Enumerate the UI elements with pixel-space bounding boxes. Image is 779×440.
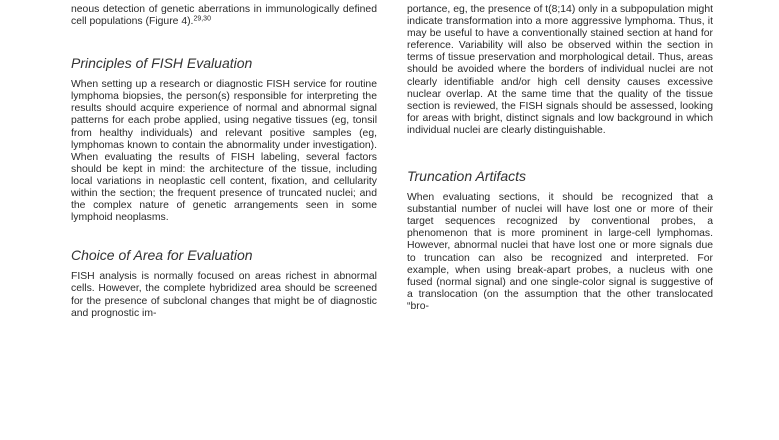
section-heading-truncation-artifacts: Truncation Artifacts	[407, 168, 527, 185]
intro-paragraph-right: portance, eg, the presence of t(8;14) only in a subpopulation might indicate transformation into a more aggressive lymphoma. Thus, it may be useful to have a conventionally stained section at hand for reference. Variability will also be observed within the section in terms of tissue preservation and morphological detail. Thus, areas should be avoided where the borders of individual nuclei are not clearly identifiable and/or high cell density causes excessive nuclear overlap. At the same time that the quality of the tissue section is reviewed, the FISH signals should be assessed, looking for areas with bright, distinct signals and low background in which individual nuclei are clearly distinguishable.	[407, 4, 713, 136]
principles-paragraph: When setting up a research or diagnostic FISH service for routine lymphoma biopsies, the person(s) responsible for interpreting the results should acquire experience of normal and abnormal signal patterns for each probe applied, using negative tissues (eg, tonsil from healthy individuals) and relevant positive samples (eg, lymphomas known to contain the abnormality under investigation). When evaluating the results of FISH labeling, several factors should be kept in mind: the architecture of the tissue, including local variations in neoplastic cell content, fixation, and cellularity within the section; the frequent presence of truncated nuclei; and the complex nature of genetic arrangements seen in some lymphoid neoplasms.	[71, 79, 377, 224]
section-heading-principles: Principles of FISH Evaluation	[71, 55, 253, 72]
truncation-paragraph: When evaluating sections, it should be recognized that a substantial number of nuclei will have lost one or more of their target sequences recognized by conventional probes, a phenomenon that is more prominent in large-cell lymphomas. However, abnormal nuclei that have lost one or more signals due to truncation can also be recognized and interpreted. For example, when using break-apart probes, a nucleus with one fused (normal signal) and one single-color signal is suggestive of a translocation (on the assumption that the other translocated “bro-	[407, 192, 713, 312]
choice-paragraph: FISH analysis is normally focused on areas richest in abnormal cells. However, the complete hybridized area should be screened for the presence of subclonal changes that might be of diagnostic and prognostic im-	[71, 271, 377, 319]
right-column	[407, 0, 713, 313]
intro-paragraph-left	[71, 4, 377, 28]
section-heading-choice-of-area: Choice of Area for Evaluation	[71, 247, 253, 264]
intro-text: neous detection of genetic aberrations in immunologically defined cell populations (Figure 4).	[71, 4, 377, 28]
left-column	[71, 0, 377, 320]
reference-superscript: 29,30	[193, 15, 211, 23]
